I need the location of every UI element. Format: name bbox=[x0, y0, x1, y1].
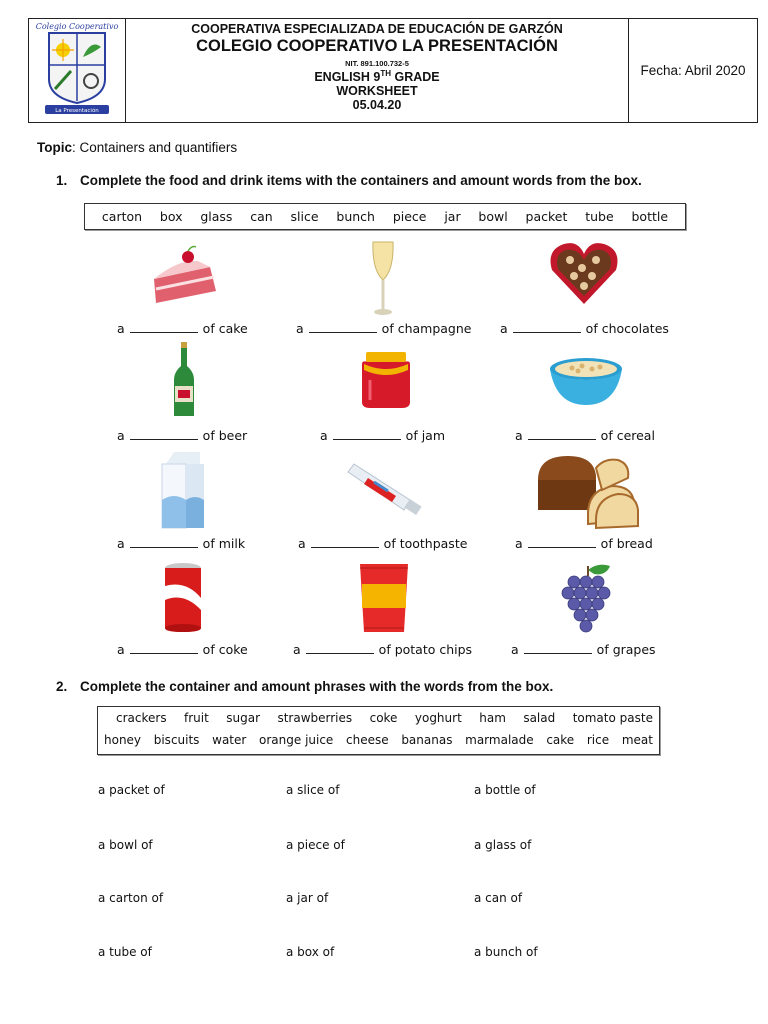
word-box-item: bottle bbox=[631, 209, 669, 224]
phrase-carton: a carton of bbox=[98, 891, 164, 905]
item-cereal bbox=[515, 428, 655, 443]
answer-blank[interactable] bbox=[130, 537, 198, 548]
phrase-piece: a piece of bbox=[286, 838, 345, 852]
doc-date: 05.04.20 bbox=[352, 98, 402, 113]
word-box-2 bbox=[97, 706, 660, 755]
word-box-item: box bbox=[159, 209, 183, 224]
answer-blank[interactable] bbox=[524, 643, 592, 654]
cereal-bowl-icon bbox=[548, 355, 624, 409]
question-2-number: 2. bbox=[56, 679, 68, 694]
word-box-item: glass bbox=[200, 209, 233, 224]
phrase-packet: a packet of bbox=[98, 783, 165, 797]
word-box-item: carton bbox=[101, 209, 143, 224]
item-grapes bbox=[511, 642, 656, 657]
phrase-bowl: a bowl of bbox=[98, 838, 153, 852]
word-box-item: honey bbox=[104, 733, 142, 747]
word-box-item: salad bbox=[523, 711, 556, 725]
answer-blank[interactable] bbox=[528, 429, 596, 440]
item-chocolates bbox=[500, 321, 669, 336]
word-box-item: coke bbox=[369, 711, 398, 725]
answer-blank[interactable] bbox=[306, 643, 374, 654]
answer-blank[interactable] bbox=[513, 322, 581, 333]
word-box-item: tomato paste bbox=[572, 711, 653, 725]
header-table bbox=[28, 18, 758, 123]
word-box-item: bowl bbox=[478, 209, 508, 224]
item-of-text: of coke bbox=[202, 642, 248, 657]
phrase-can: a can of bbox=[474, 891, 523, 905]
word-box-item: jar bbox=[444, 209, 461, 224]
topic-label: Topic bbox=[37, 140, 72, 155]
phrase-bottle: a bottle of bbox=[474, 783, 536, 797]
answer-blank[interactable] bbox=[309, 322, 377, 333]
answer-blank[interactable] bbox=[528, 537, 596, 548]
phrase-tube: a tube of bbox=[98, 945, 152, 959]
question-1-number: 1. bbox=[56, 173, 68, 188]
grade-title bbox=[126, 69, 628, 84]
milk-carton-icon bbox=[160, 450, 206, 530]
item-article: a bbox=[117, 321, 125, 336]
grade-prefix: ENGLISH 9 bbox=[314, 70, 381, 85]
word-box-item: slice bbox=[290, 209, 319, 224]
doc-type: WORKSHEET bbox=[336, 84, 418, 99]
word-box-item: yoghurt bbox=[414, 711, 462, 725]
item-article: a bbox=[117, 536, 125, 551]
item-toothpaste bbox=[298, 536, 467, 551]
word-box-item: piece bbox=[392, 209, 427, 224]
item-article: a bbox=[515, 428, 523, 443]
word-box-item: water bbox=[212, 733, 247, 747]
item-of-text: of champagne bbox=[381, 321, 472, 336]
item-of-text: of cereal bbox=[600, 428, 655, 443]
item-of-text: of milk bbox=[202, 536, 246, 551]
word-box-item: packet bbox=[525, 209, 568, 224]
item-of-text: of beer bbox=[202, 428, 248, 443]
cake-slice-icon bbox=[148, 245, 220, 309]
item-article: a bbox=[117, 642, 125, 657]
answer-blank[interactable] bbox=[311, 537, 379, 548]
chips-packet-icon bbox=[356, 562, 412, 634]
item-of-text: of grapes bbox=[596, 642, 656, 657]
word-box-item: sugar bbox=[226, 711, 261, 725]
word-box-item: bunch bbox=[336, 209, 375, 224]
item-cake bbox=[117, 321, 248, 336]
item-article: a bbox=[117, 428, 125, 443]
logo-text-bottom: La Presentación bbox=[55, 108, 99, 114]
word-box-item: cake bbox=[546, 733, 575, 747]
answer-blank[interactable] bbox=[130, 429, 198, 440]
grapes-bunch-icon bbox=[560, 560, 616, 638]
fecha-cell bbox=[628, 19, 757, 122]
item-article: a bbox=[320, 428, 328, 443]
item-article: a bbox=[296, 321, 304, 336]
question-1 bbox=[56, 173, 642, 188]
item-potato-chips bbox=[293, 642, 472, 657]
word-box-1 bbox=[84, 203, 686, 230]
phrase-jar: a jar of bbox=[286, 891, 329, 905]
item-article: a bbox=[293, 642, 301, 657]
item-jam bbox=[320, 428, 445, 443]
phrase-glass: a glass of bbox=[474, 838, 532, 852]
word-box-2-row-2 bbox=[98, 729, 659, 751]
word-box-item: strawberries bbox=[277, 711, 353, 725]
toothpaste-tube-icon bbox=[344, 462, 428, 518]
word-box-item: bananas bbox=[401, 733, 453, 747]
nit-number: NIT. 891.100.732-5 bbox=[345, 59, 409, 68]
word-box-item: cheese bbox=[346, 733, 389, 747]
question-2 bbox=[56, 679, 553, 694]
fecha-text: Fecha: Abril 2020 bbox=[640, 63, 746, 78]
jam-jar-icon bbox=[358, 350, 414, 410]
answer-blank[interactable] bbox=[130, 643, 198, 654]
soda-can-icon bbox=[162, 562, 204, 634]
header-title-cell bbox=[126, 19, 628, 122]
item-article: a bbox=[500, 321, 508, 336]
item-champagne bbox=[296, 321, 471, 336]
word-box-item: crackers bbox=[116, 711, 167, 725]
item-article: a bbox=[298, 536, 306, 551]
item-bread bbox=[515, 536, 653, 551]
cooperative-name: COOPERATIVA ESPECIALIZADA DE EDUCACIÓN DE GARZÓN bbox=[191, 22, 563, 36]
word-box-item: meat bbox=[621, 733, 653, 747]
word-box-item: tube bbox=[585, 209, 614, 224]
item-of-text: of chocolates bbox=[585, 321, 669, 336]
question-2-text: Complete the container and amount phrases with the words from the box. bbox=[80, 679, 554, 694]
item-article: a bbox=[515, 536, 523, 551]
word-box-item: biscuits bbox=[153, 733, 200, 747]
logo-cell bbox=[29, 19, 126, 122]
item-coke bbox=[117, 642, 248, 657]
logo-text-top: Colegio Cooperativo bbox=[35, 22, 119, 31]
word-box-item: can bbox=[250, 209, 273, 224]
grade-suffix: GRADE bbox=[391, 70, 440, 85]
topic-line bbox=[37, 140, 237, 155]
word-box-item: rice bbox=[586, 733, 610, 747]
word-box-item: orange juice bbox=[259, 733, 334, 747]
item-milk bbox=[117, 536, 245, 551]
word-box-item: fruit bbox=[184, 711, 209, 725]
school-logo bbox=[29, 19, 125, 122]
school-name: COLEGIO COOPERATIVO LA PRESENTACIÓN bbox=[196, 37, 558, 55]
item-article: a bbox=[511, 642, 519, 657]
item-beer bbox=[117, 428, 247, 443]
word-box-item: marmalade bbox=[465, 733, 534, 747]
phrase-bunch: a bunch of bbox=[474, 945, 538, 959]
answer-blank[interactable] bbox=[130, 322, 198, 333]
question-1-text: Complete the food and drink items with the containers and amount words from the box. bbox=[80, 173, 642, 188]
bread-loaf-icon bbox=[532, 450, 642, 530]
chocolate-box-icon bbox=[548, 240, 620, 306]
word-box-2-row-1 bbox=[98, 707, 659, 729]
phrase-slice: a slice of bbox=[286, 783, 340, 797]
item-of-text: of bread bbox=[600, 536, 653, 551]
grade-sup: TH bbox=[380, 69, 392, 78]
topic-text: : Containers and quantifiers bbox=[72, 140, 238, 155]
answer-blank[interactable] bbox=[333, 429, 401, 440]
phrase-box: a box of bbox=[286, 945, 335, 959]
item-of-text: of jam bbox=[405, 428, 446, 443]
item-of-text: of potato chips bbox=[378, 642, 473, 657]
item-of-text: of cake bbox=[202, 321, 248, 336]
item-of-text: of toothpaste bbox=[383, 536, 468, 551]
word-box-item: ham bbox=[479, 711, 506, 725]
champagne-glass-icon bbox=[368, 240, 398, 316]
beer-bottle-icon bbox=[172, 340, 196, 420]
